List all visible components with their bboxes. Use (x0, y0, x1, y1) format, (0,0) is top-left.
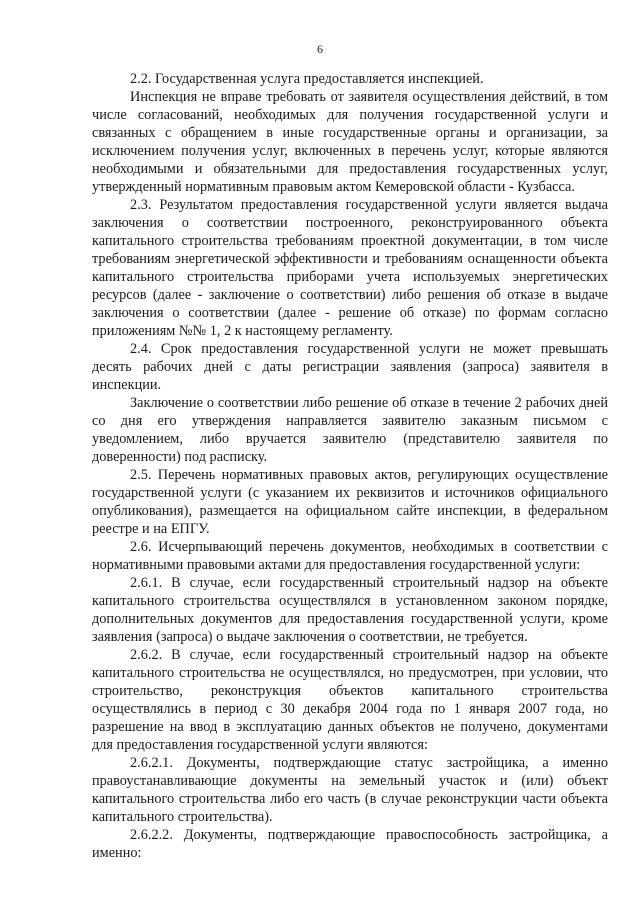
page-number: 6 (317, 42, 323, 56)
paragraph-2-3: 2.3. Результатом предоставления государственной услуги является выдача заключения о соответствии построенного, реконструированного объекта капитального строительства требованиям проектной документации, в том числе требованиям энергетической эффективности и требованиям оснащенности объекта капитального строительства приборами учета используемых энергетических ресурсов (далее - заключение о соответствии) либо решения об отказе в выдаче заключения о соответствии (далее - решение об отказе) по формам согласно приложениям №№ 1, 2 к настоящему регламенту. (92, 197, 608, 339)
paragraph-2-5: 2.5. Перечень нормативных правовых актов, регулирующих осуществление государственной услуги (с указанием их реквизитов и источников официального опубликования), размещается на официальном сайте инспекции, в федеральном реестре и на ЕПГУ. (92, 467, 608, 537)
paragraph-2-6-2-2: 2.6.2.2. Документы, подтверждающие правоспособность застройщика, а именно: (92, 827, 608, 861)
paragraph-2-2: 2.2. Государственная услуга предоставляется инспекцией. (130, 71, 484, 87)
paragraph-2-6-2: 2.6.2. В случае, если государственный строительный надзор на объекте капитального строительства не осуществлялся, но предусмотрен, при условии, что строительство, реконструкция объектов капитального строительства осуществлялись в период с 30 декабря 2004 года по 1 января 2007 года, но разрешение на ввод в эксплуатацию данных объектов не получено, документами для предоставления государственной услуги являются: (92, 647, 608, 753)
paragraph-2-4: 2.4. Срок предоставления государственной услуги не может превышать десять рабочих дней с даты регистрации заявления (запроса) заявителя в инспекции. (92, 341, 608, 393)
paragraph-inspection-restrictions: Инспекция не вправе требовать от заявителя осуществления действий, в том числе согласований, необходимых для получения государственной услуги и связанных с обращением в иные государственные органы и организации, за исключением получения услуг, включенных в перечень услуг, которые являются необходимыми и обязательными для предоставления государственных услуг, утвержденный нормативным правовым актом Кемеровской области - Кузбасса. (92, 89, 608, 195)
document-body (92, 70, 608, 862)
paragraph-2-6: 2.6. Исчерпывающий перечень документов, необходимых в соответствии с нормативными правовыми актами для предоставления государственной услуги: (92, 539, 608, 573)
paragraph-2-6-1: 2.6.1. В случае, если государственный строительный надзор на объекте капитального строительства осуществлялся в установленном законом порядке, дополнительных документов для предоставления государственной услуги, кроме заявления (запроса) о выдаче заключения о соответствии, не требуется. (92, 575, 608, 645)
paragraph-delivery: Заключение о соответствии либо решение об отказе в течение 2 рабочих дней со дня его утверждения направляется заявителю заказным письмом с уведомлением, либо вручается заявителю (представителю заявителя по доверенности) под расписку. (92, 395, 608, 465)
paragraph-2-6-2-1: 2.6.2.1. Документы, подтверждающие статус застройщика, а именно правоустанавливающие документы на земельный участок и (или) объект капитального строительства либо его часть (в случае реконструкции части объекта капитального строительства). (92, 755, 608, 825)
